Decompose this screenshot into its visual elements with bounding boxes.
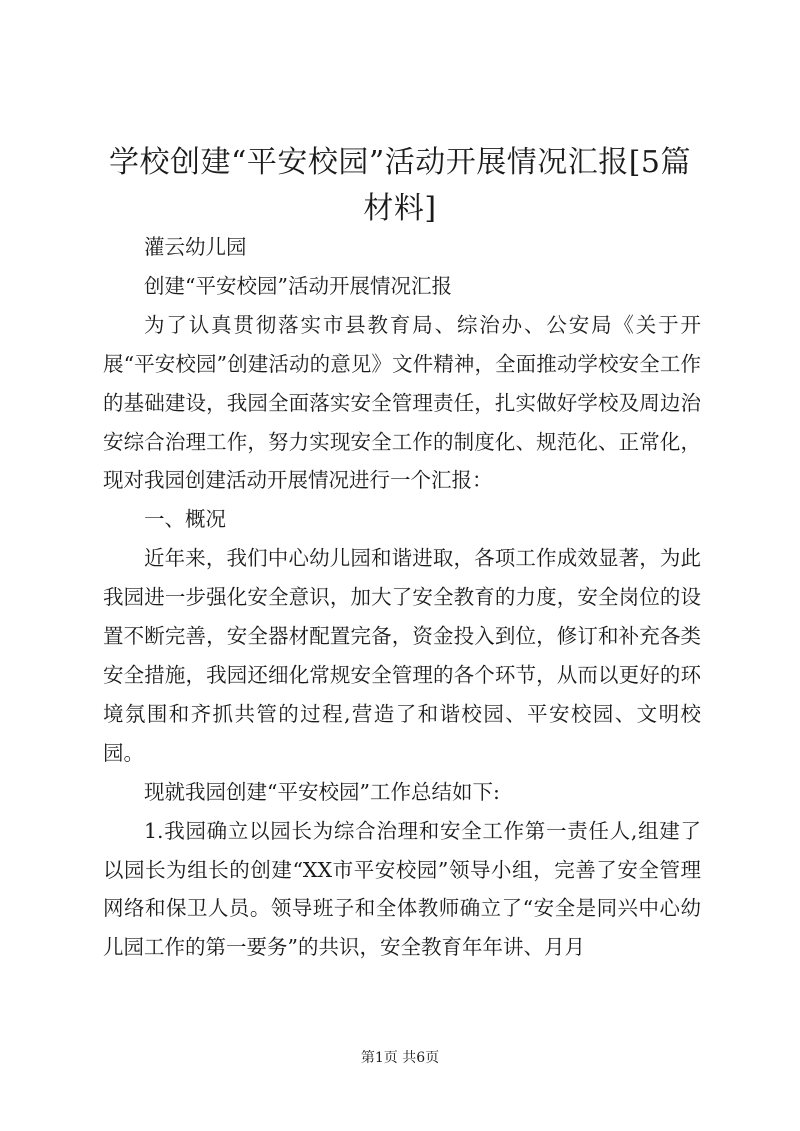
paragraph-report-heading: 创建“平安校园”活动开展情况汇报 — [144, 273, 452, 298]
document-title: 学校创建“平安校园”活动开展情况汇报[5篇材料] — [109, 145, 691, 226]
paragraph-school-name: 灌云幼儿园 — [144, 235, 247, 259]
page-number-footer: 第1页 共6页 — [360, 1050, 440, 1066]
paragraph-intro: 为了认真贯彻落实市县教育局、综治办、公安局《关于开展“平安校园”创建活动的意见》文件精神，全面推动学校安全工作的基础建设，我园全面落实安全管理责任，扎实做好学校及周边治安综合治理工作，努力实现安全工作的制度化、规范化、正常化，现对我园创建活动开展情况进行一个汇报： — [103, 312, 701, 493]
paragraph-overview: 近年来，我们中心幼儿园和谐进取，各项工作成效显著，为此我园进一步强化安全意识，加大了安全教育的力度，安全岗位的设置不断完善，安全器材配置完备，资金投入到位，修订和补充各类安全措施，我园还细化常规安全管理的各个环节，从而以更好的环境氛围和齐抓共管的过程,营造了和谐校园、平安校园、文明校园。 — [103, 546, 701, 765]
section-heading-overview: 一、概况 — [144, 507, 226, 532]
paragraph-summary-lead: 现就我园创建“平安校园”工作总结如下: — [144, 779, 500, 804]
paragraph-item-1: 1.我园确立以园长为综合治理和安全工作第一责任人,组建了以园长为组长的创建“XX市平安校园”领导小组，完善了安全管理网络和保卫人员。领导班子和全体教师确立了“安全是同兴中心幼儿园工作的第一要务”的共识，安全教育年年讲、月月 — [103, 818, 701, 960]
document-body — [103, 228, 701, 967]
